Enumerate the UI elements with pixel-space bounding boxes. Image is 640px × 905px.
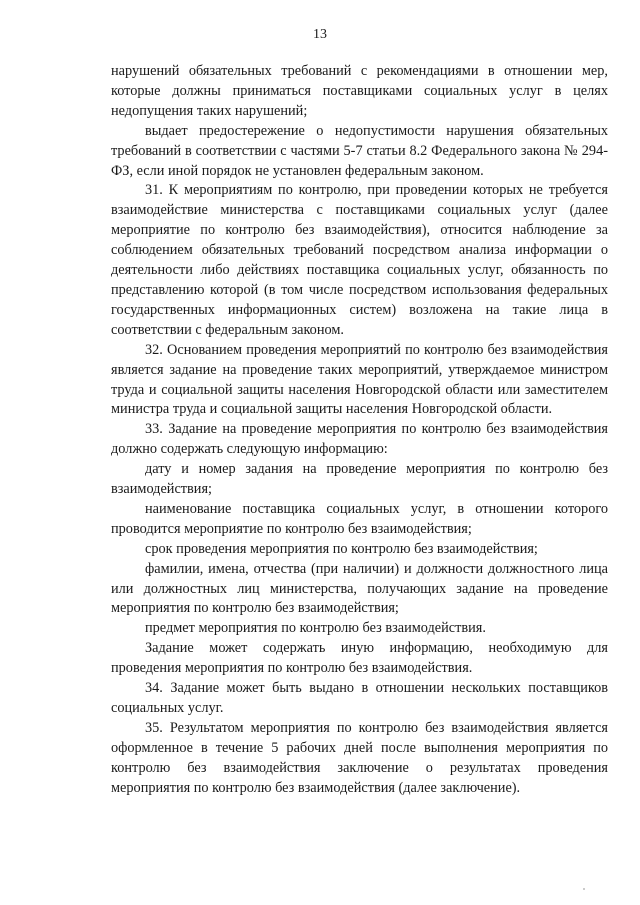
paragraph-33: 33. Задание на проведение мероприятия по контролю без взаимодействия должно содержать следующую информацию: xyxy=(111,421,608,458)
document-body xyxy=(111,62,608,799)
paragraph-31: 31. К мероприятиям по контролю, при проведении которых не требуется взаимодействие министерства с поставщиками социальных услуг (далее мероприятие по контролю без взаимодействия), относится наблюдение за соблюдением обязательных требований посредством анализа информации о деятельности либо действиях поставщика социальных услуг, обязанность по представлению которой (в том числе посредством использования федеральных государственных информационных систем) возложена на такие лица в соответствии с федеральным законом. xyxy=(111,182,608,338)
list-item-provider-name: наименование поставщика социальных услуг, в отношении которого проводится мероприятие по контролю без взаимодействия; xyxy=(111,500,608,537)
paragraph-35: 35. Результатом мероприятия по контролю без взаимодействия является оформленное в течение 5 рабочих дней после выполнения мероприятия по контролю без взаимодействия заключение о результатах проведения мероприятия по контролю без взаимодействия (далее заключение). xyxy=(111,719,608,796)
scan-speck xyxy=(583,888,585,890)
paragraph-32: 32. Основанием проведения мероприятий по контролю без взаимодействия является задание на проведение таких мероприятий, утверждаемое министром труда и социальной защиты населения Новгородской области или заместителем министра труда и социальной защиты населения Новгородской области. xyxy=(111,341,608,418)
paragraph-warning: выдает предостережение о недопустимости нарушения обязательных требований в соответствии с частями 5-7 статьи 8.2 Федерального закона № 294-ФЗ, если иной порядок не установлен федеральным законом. xyxy=(111,122,608,179)
page-number: 13 xyxy=(313,27,327,42)
list-item-task-date: дату и номер задания на проведение мероприятия по контролю без взаимодействия; xyxy=(111,461,608,498)
paragraph-continuation: нарушений обязательных требований с рекомендациями в отношении мер, которые должны приниматься поставщиками социальных услуг в целях недопущения таких нарушений; xyxy=(111,63,608,119)
paragraph-34: 34. Задание может быть выдано в отношении нескольких поставщиков социальных услуг. xyxy=(111,680,608,716)
list-item-term: срок проведения мероприятия по контролю без взаимодействия; xyxy=(145,540,538,557)
list-item-subject: предмет мероприятия по контролю без взаимодействия. xyxy=(145,620,486,637)
paragraph-extra-info: Задание может содержать иную информацию, необходимую для проведения мероприятия по контролю без взаимодействия. xyxy=(111,640,608,677)
list-item-officials: фамилии, имена, отчества (при наличии) и должности должностного лица или должностных лиц министерства, получающих задание на проведение мероприятия по контролю без взаимодействия; xyxy=(111,560,608,617)
